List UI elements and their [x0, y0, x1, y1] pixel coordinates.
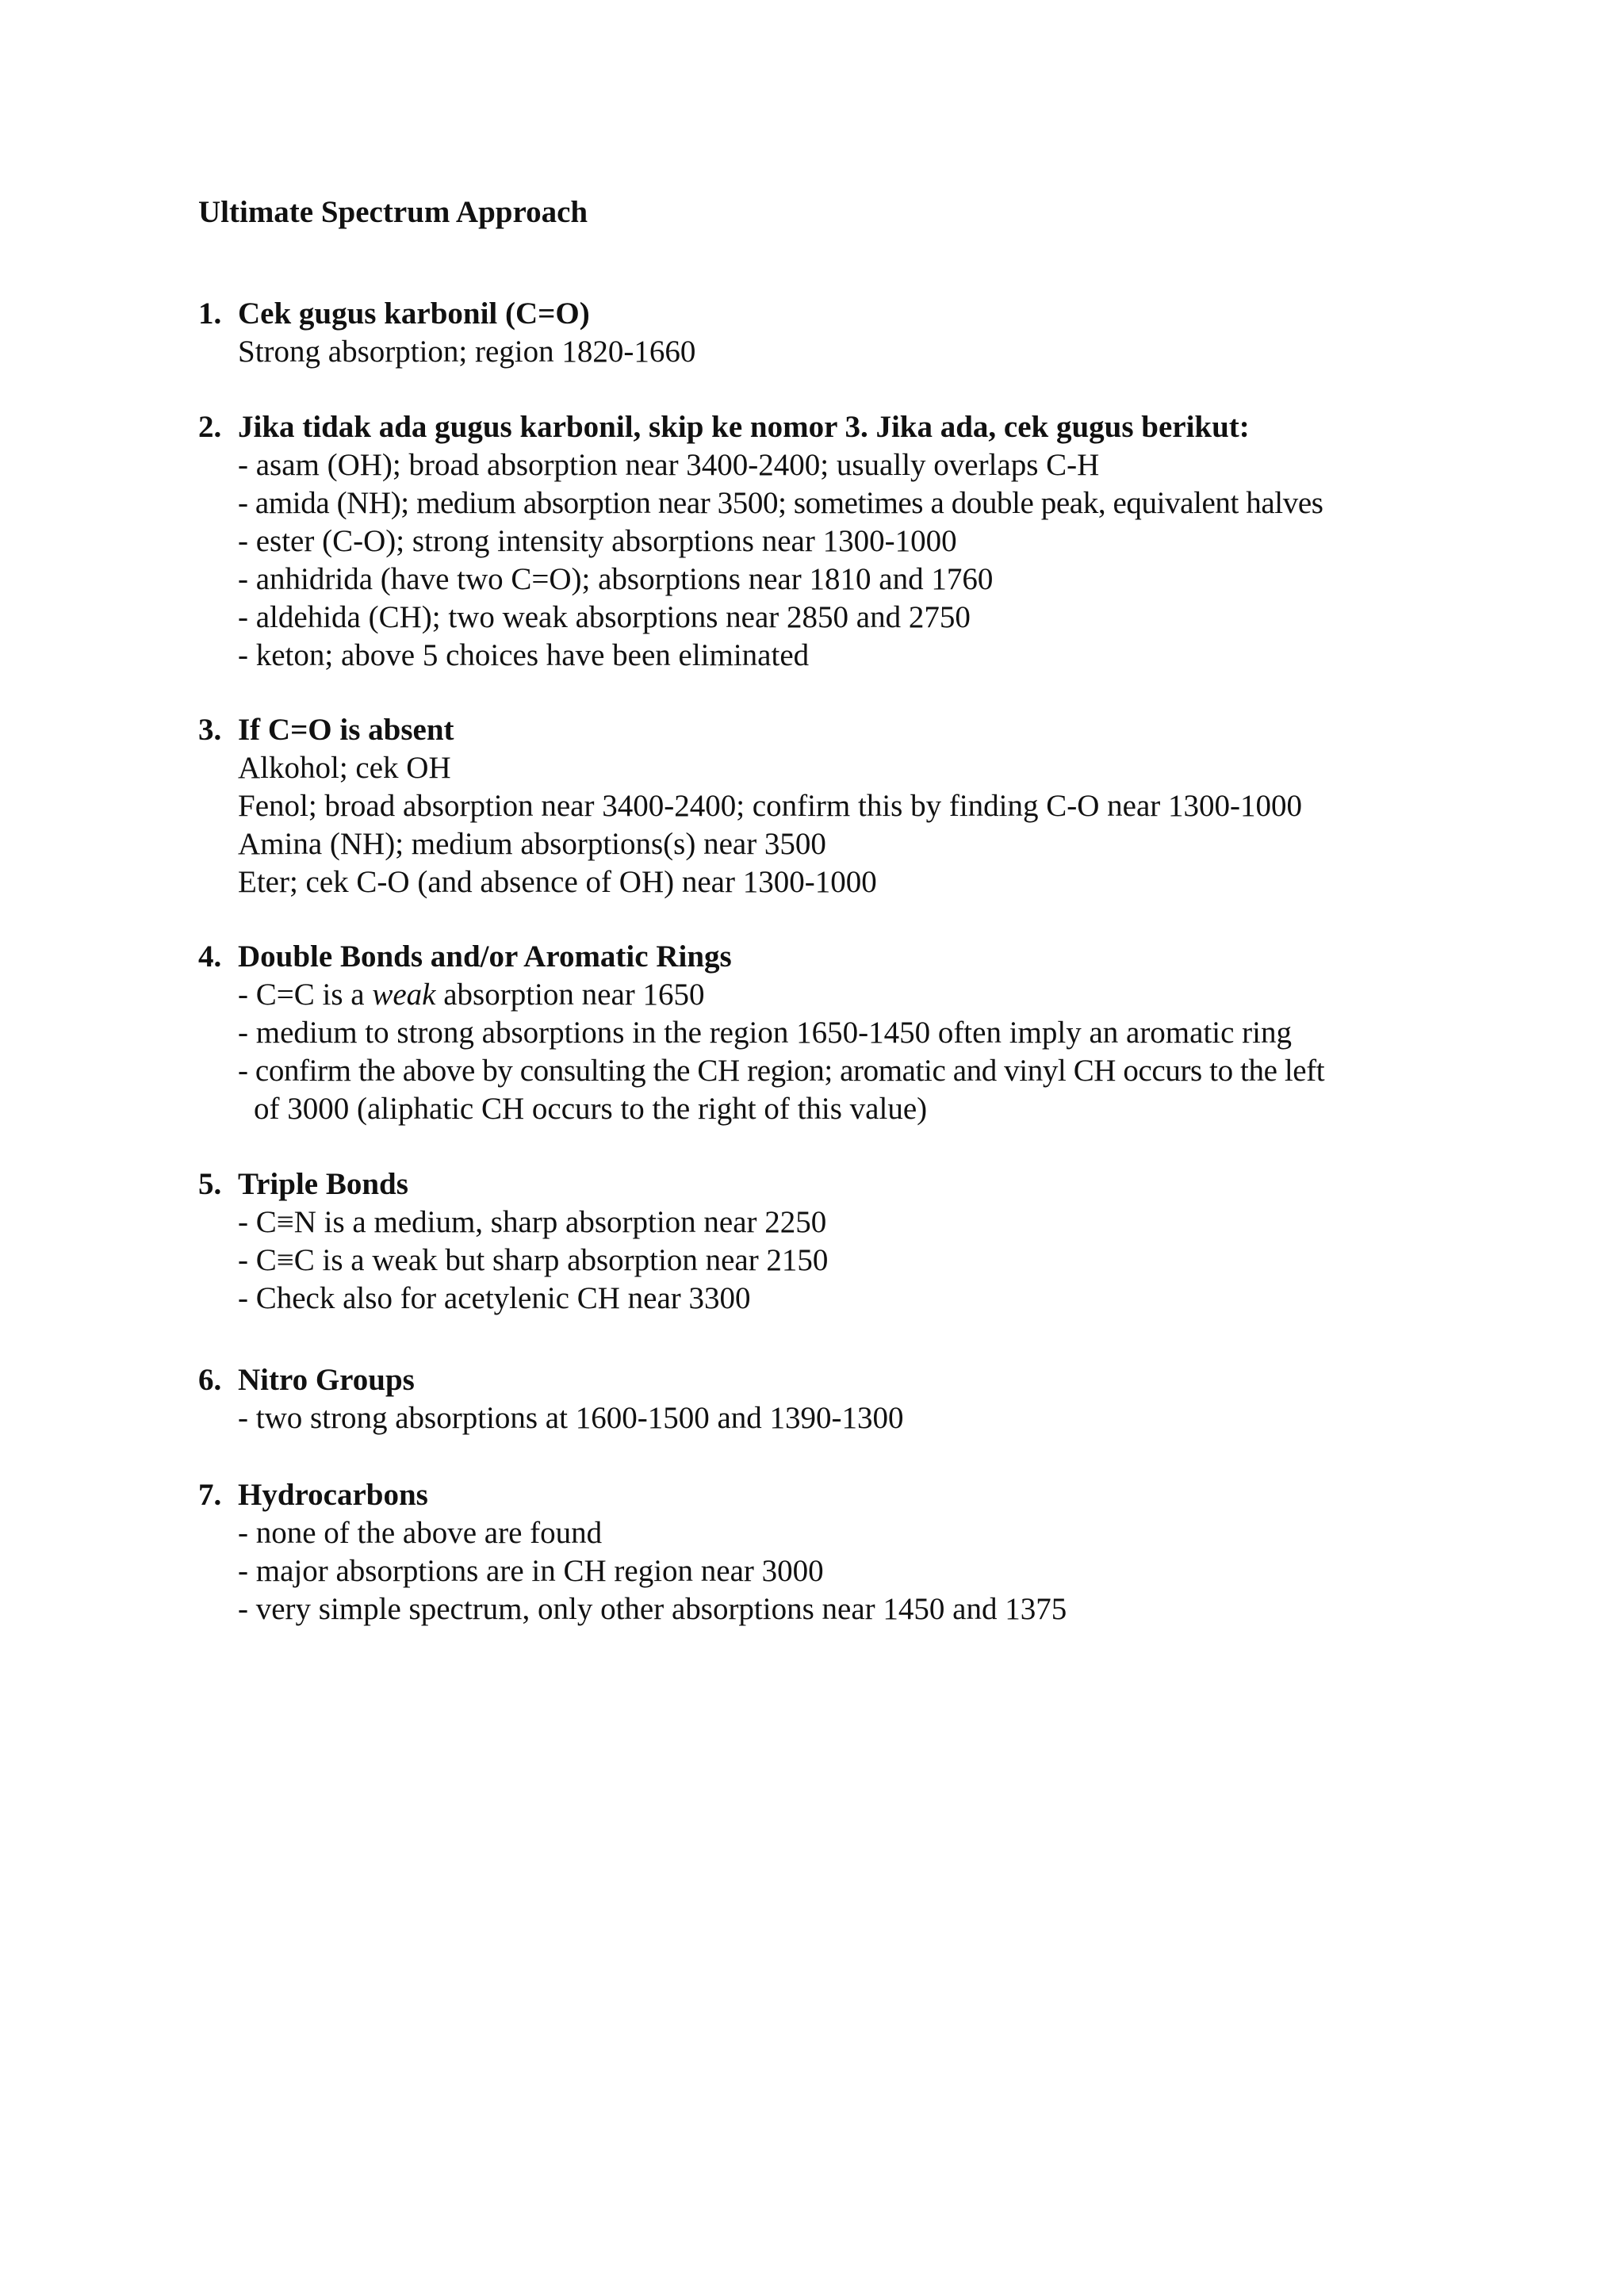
section-line: - major absorptions are in CH region near 3000 [238, 1554, 824, 1588]
section-1 [198, 295, 1594, 371]
section-4 [198, 938, 1594, 1128]
section-line: Amina (NH); medium absorptions(s) near 3500 [238, 827, 826, 861]
section-title: Cek gugus karbonil (C=O) [238, 297, 590, 331]
section-5 [198, 1165, 1594, 1318]
section-line: Alkohol; cek OH [238, 751, 451, 785]
section-line: of 3000 (aliphatic CH occurs to the right of this value) [254, 1092, 928, 1126]
section-heading [198, 295, 1594, 333]
section-line: - ester (C-O); strong intensity absorptions near 1300-1000 [238, 524, 957, 558]
section-title: Double Bonds and/or Aromatic Rings [238, 939, 732, 974]
section-line: - aldehida (CH); two weak absorptions near 2850 and 2750 [238, 600, 971, 634]
section-number: 6. [198, 1363, 222, 1397]
section-line: - none of the above are found [238, 1516, 603, 1550]
section-heading [198, 408, 1594, 446]
section-line: Strong absorption; region 1820-1660 [238, 335, 696, 369]
section-2 [198, 408, 1594, 675]
line-text: - C=C is a [238, 978, 373, 1012]
section-heading [198, 1165, 1594, 1203]
line-text: absorption near 1650 [435, 978, 705, 1012]
section-number: 1. [198, 297, 222, 331]
section-3 [198, 711, 1594, 901]
section-6 [198, 1361, 1594, 1437]
section-heading [198, 711, 1594, 749]
section-line: - very simple spectrum, only other absorptions near 1450 and 1375 [238, 1592, 1067, 1626]
section-line: - C≡N is a medium, sharp absorption near 2250 [238, 1205, 827, 1239]
section-line [238, 976, 1594, 1014]
section-7 [198, 1476, 1594, 1628]
section-line: - keton; above 5 choices have been eliminated [238, 638, 810, 672]
section-heading [198, 938, 1594, 976]
section-title: Nitro Groups [238, 1363, 415, 1397]
section-line: - asam (OH); broad absorption near 3400-2400; usually overlaps C-H [238, 448, 1100, 482]
section-line: - two strong absorptions at 1600-1500 and 1390-1300 [238, 1401, 904, 1435]
section-number: 3. [198, 713, 222, 747]
section-line: Fenol; broad absorption near 3400-2400; confirm this by finding C-O near 1300-1000 [238, 789, 1303, 823]
section-line: Eter; cek C-O (and absence of OH) near 1300-1000 [238, 865, 877, 899]
section-line: - anhidrida (have two C=O); absorptions near 1810 and 1760 [238, 562, 994, 596]
section-number: 2. [198, 410, 222, 444]
section-number: 7. [198, 1478, 222, 1512]
section-title: Jika tidak ada gugus karbonil, skip ke nomor 3. Jika ada, cek gugus berikut: [238, 410, 1250, 444]
document-title: Ultimate Spectrum Approach [198, 195, 588, 229]
section-line: - medium to strong absorptions in the region 1650-1450 often imply an aromatic ring [238, 1016, 1293, 1050]
section-title: Hydrocarbons [238, 1478, 428, 1512]
section-line: - Check also for acetylenic CH near 3300 [238, 1281, 751, 1315]
section-title: If C=O is absent [238, 713, 454, 747]
section-title: Triple Bonds [238, 1167, 408, 1201]
section-line: - confirm the above by consulting the CH region; aromatic and vinyl CH occurs to the left [238, 1054, 1325, 1088]
emphasis-text: weak [372, 978, 436, 1012]
section-number: 5. [198, 1167, 222, 1201]
section-heading [198, 1361, 1594, 1399]
section-heading [198, 1476, 1594, 1514]
section-number: 4. [198, 939, 222, 974]
section-line: - C≡C is a weak but sharp absorption near 2150 [238, 1243, 829, 1277]
section-line: - amida (NH); medium absorption near 3500; sometimes a double peak, equivalent halves [238, 486, 1323, 520]
